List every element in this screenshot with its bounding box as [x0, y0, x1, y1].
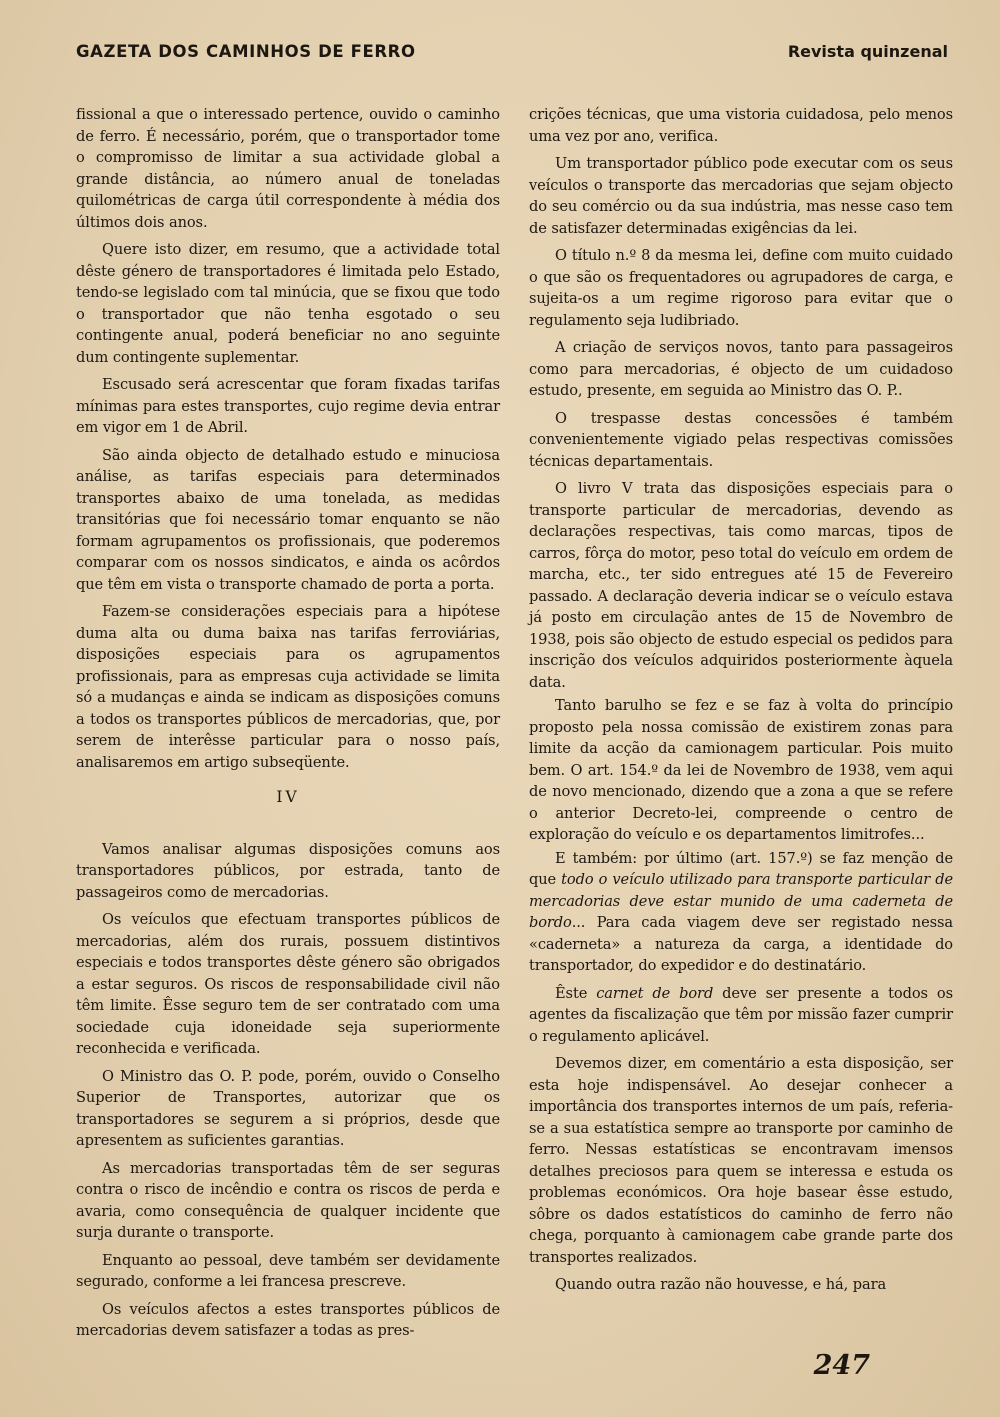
left-column	[76, 104, 500, 1348]
paragraph: Os veículos afectos a estes transportes públicos de mercadorias devem satisfazer a todas as pres-	[76, 1300, 500, 1339]
paragraph: Os veículos que efectuam transportes públicos de mercadorias, além dos rurais, possuem distintivos especiais e todos transportes dêste género são obrigados a estar seguros. Os riscos de responsabilidade civil não têm limite. Êsse seguro tem de ser contratado com uma sociedade cuja idoneidade seja superiormente reconhecida e verificada.	[76, 911, 500, 1057]
text-run: deve ser presente a todos os agentes da fiscalização que têm por missão fazer cumprir o regulamento aplicável.	[529, 984, 953, 1045]
paragraph: fissional a que o interessado pertence, ouvido o caminho de ferro. É necessário, porém, que o transportador tome o compromisso de limitar a sua actividade global a grande distância, ao número anual de toneladas quilométricas de carga útil correspondente à média dos últimos dois anos.	[76, 106, 500, 231]
right-column	[529, 104, 953, 1302]
text-run: E também: por último (art. 157.º) se faz menção de que	[529, 849, 953, 888]
page-number: 247	[813, 1350, 870, 1381]
paragraph: Tanto barulho se fez e se faz à volta do princípio proposto pela nossa comissão de existirem zonas para limite da acção da camionagem particular. Pois muito bem. O art. 154.º da lei de Novembro de 1938, vem aqui de novo mencionado, dizendo que a zona a que se refere o anterior Decreto-lei, compreende o centro de exploração do veículo e os departamentos limitrofes...	[529, 697, 953, 843]
text-run: Êste	[555, 984, 597, 1002]
italic-text-run: carnet de bord	[596, 984, 714, 1002]
paragraph: O trespasse destas concessões é também convenientemente vigiado pelas respectivas comissões técnicas departamentais.	[529, 409, 953, 470]
paragraph: O livro V trata das disposições especiais para o transporte particular de mercadorias, devendo as declarações respectivas, tais como marcas, tipos de carros, fôrça do motor, peso total do veículo em ordem de marcha, etc., ter sido entregues até 15 de Fevereiro passado. A declaração deveria indicar se o veículo estava já posto em circulação antes de 15 de Novembro de 1938, pois são objecto de estudo especial os pedidos para inscrição dos veículos adquiridos posteriormente àquela data.	[529, 480, 953, 691]
paragraph: Quando outra razão não houvesse, e há, para	[555, 1276, 887, 1293]
section-heading: IV	[276, 788, 300, 806]
paragraph: O título n.º 8 da mesma lei, define com muito cuidado o que são os frequentadores ou agrupadores de carga, e sujeita-os a um regime rigoroso para evitar que o regulamento seja ludibriado.	[529, 247, 953, 329]
text-run: ... Para cada viagem deve ser registado nessa «caderneta» a natureza da carga, a identidade do transportador, do expedidor e do destinatário.	[529, 914, 953, 974]
paragraph: Fazem-se considerações especiais para a hipótese duma alta ou duma baixa nas tarifas ferroviárias, disposições especiais para os agrupamentos profissionais, para as empresas cuja actividade se limita só a mudanças e ainda se indicam as disposições comuns a todos os transportes públicos de mercadorias, que, por serem de interêsse particular para o nosso país, analisaremos em artigo subseqüente.	[76, 603, 500, 771]
paragraph: Quere isto dizer, em resumo, que a actividade total dêste género de transportadores é limitada pelo Estado, tendo-se legislado com tal minúcia, que se fixou que todo o transportador que não tenha esgotado o seu contingente anual, poderá beneficiar no ano seguinte dum contingente suplementar.	[76, 241, 500, 366]
paragraph-with-italic	[529, 983, 953, 1048]
paragraph: São ainda objecto de detalhado estudo e minuciosa análise, as tarifas especiais para determinados transportes abaixo de uma tonelada, as medidas transitórias que foi necessário tomar enquanto se não formam agrupamentos os profissionais, que poderemos comparar com os nossos sindicatos, e ainda os acôrdos que têm em vista o transporte chamado de porta a porta.	[76, 446, 500, 593]
italic-text-run: todo o veículo utilizado para transporte particular de mercadorias deve estar munido de uma caderneta de bordo	[529, 871, 953, 931]
running-header-title: GAZETA DOS CAMINHOS DE FERRO	[76, 42, 416, 61]
paragraph: As mercadorias transportadas têm de ser seguras contra o risco de incêndio e contra os riscos de perda e avaria, como consequência de qualquer incidente que surja durante o transporte.	[76, 1159, 500, 1241]
paragraph: Escusado será acrescentar que foram fixadas tarifas mínimas para estes transportes, cujo regime devia entrar em vigor em 1 de Abril.	[76, 376, 500, 436]
paragraph: crições técnicas, que uma vistoria cuidadosa, pelo menos uma vez por ano, verifica.	[529, 106, 953, 145]
paragraph: Um transportador público pode executar com os seus veículos o transporte das mercadorias que sejam objecto do seu comércio ou da sua indústria, mas nesse caso tem de satisfazer determinadas exigências da lei.	[529, 155, 953, 237]
paragraph: A criação de serviços novos, tanto para passageiros como para mercadorias, é objecto de um cuidadoso estudo, presente, em seguida ao Ministro das O. P..	[529, 339, 953, 399]
paragraph-with-italic	[529, 848, 953, 977]
paragraph: Devemos dizer, em comentário a esta disposição, ser esta hoje indispensável. Ao desejar conhecer a importância dos transportes internos de um país, referia-se a sua estatística sempre ao transporte por caminho de ferro. Nessas estatísticas se encontravam imensos detalhes preciosos para quem se interessa e estuda os problemas económicos. Ora hoje basear êsse estudo, sôbre os dados estatísticos do caminho de ferro não chega, porquanto à camionagem cabe grande parte dos transportes realizados.	[529, 1055, 953, 1266]
paragraph: Enquanto ao pessoal, deve também ser devidamente segurado, conforme a lei francesa prescreve.	[76, 1251, 500, 1290]
running-header-subtitle: Revista quinzenal	[787, 42, 948, 61]
paragraph: Vamos analisar algumas disposições comuns aos transportadores públicos, por estrada, tanto de passageiros como de mercadorias.	[76, 840, 500, 901]
paragraph: O Ministro das O. P. pode, porém, ouvido o Conselho Superior de Transportes, autorizar que os transportadores se segurem a si próprios, desde que apresentem as suficientes garantias.	[76, 1067, 500, 1149]
